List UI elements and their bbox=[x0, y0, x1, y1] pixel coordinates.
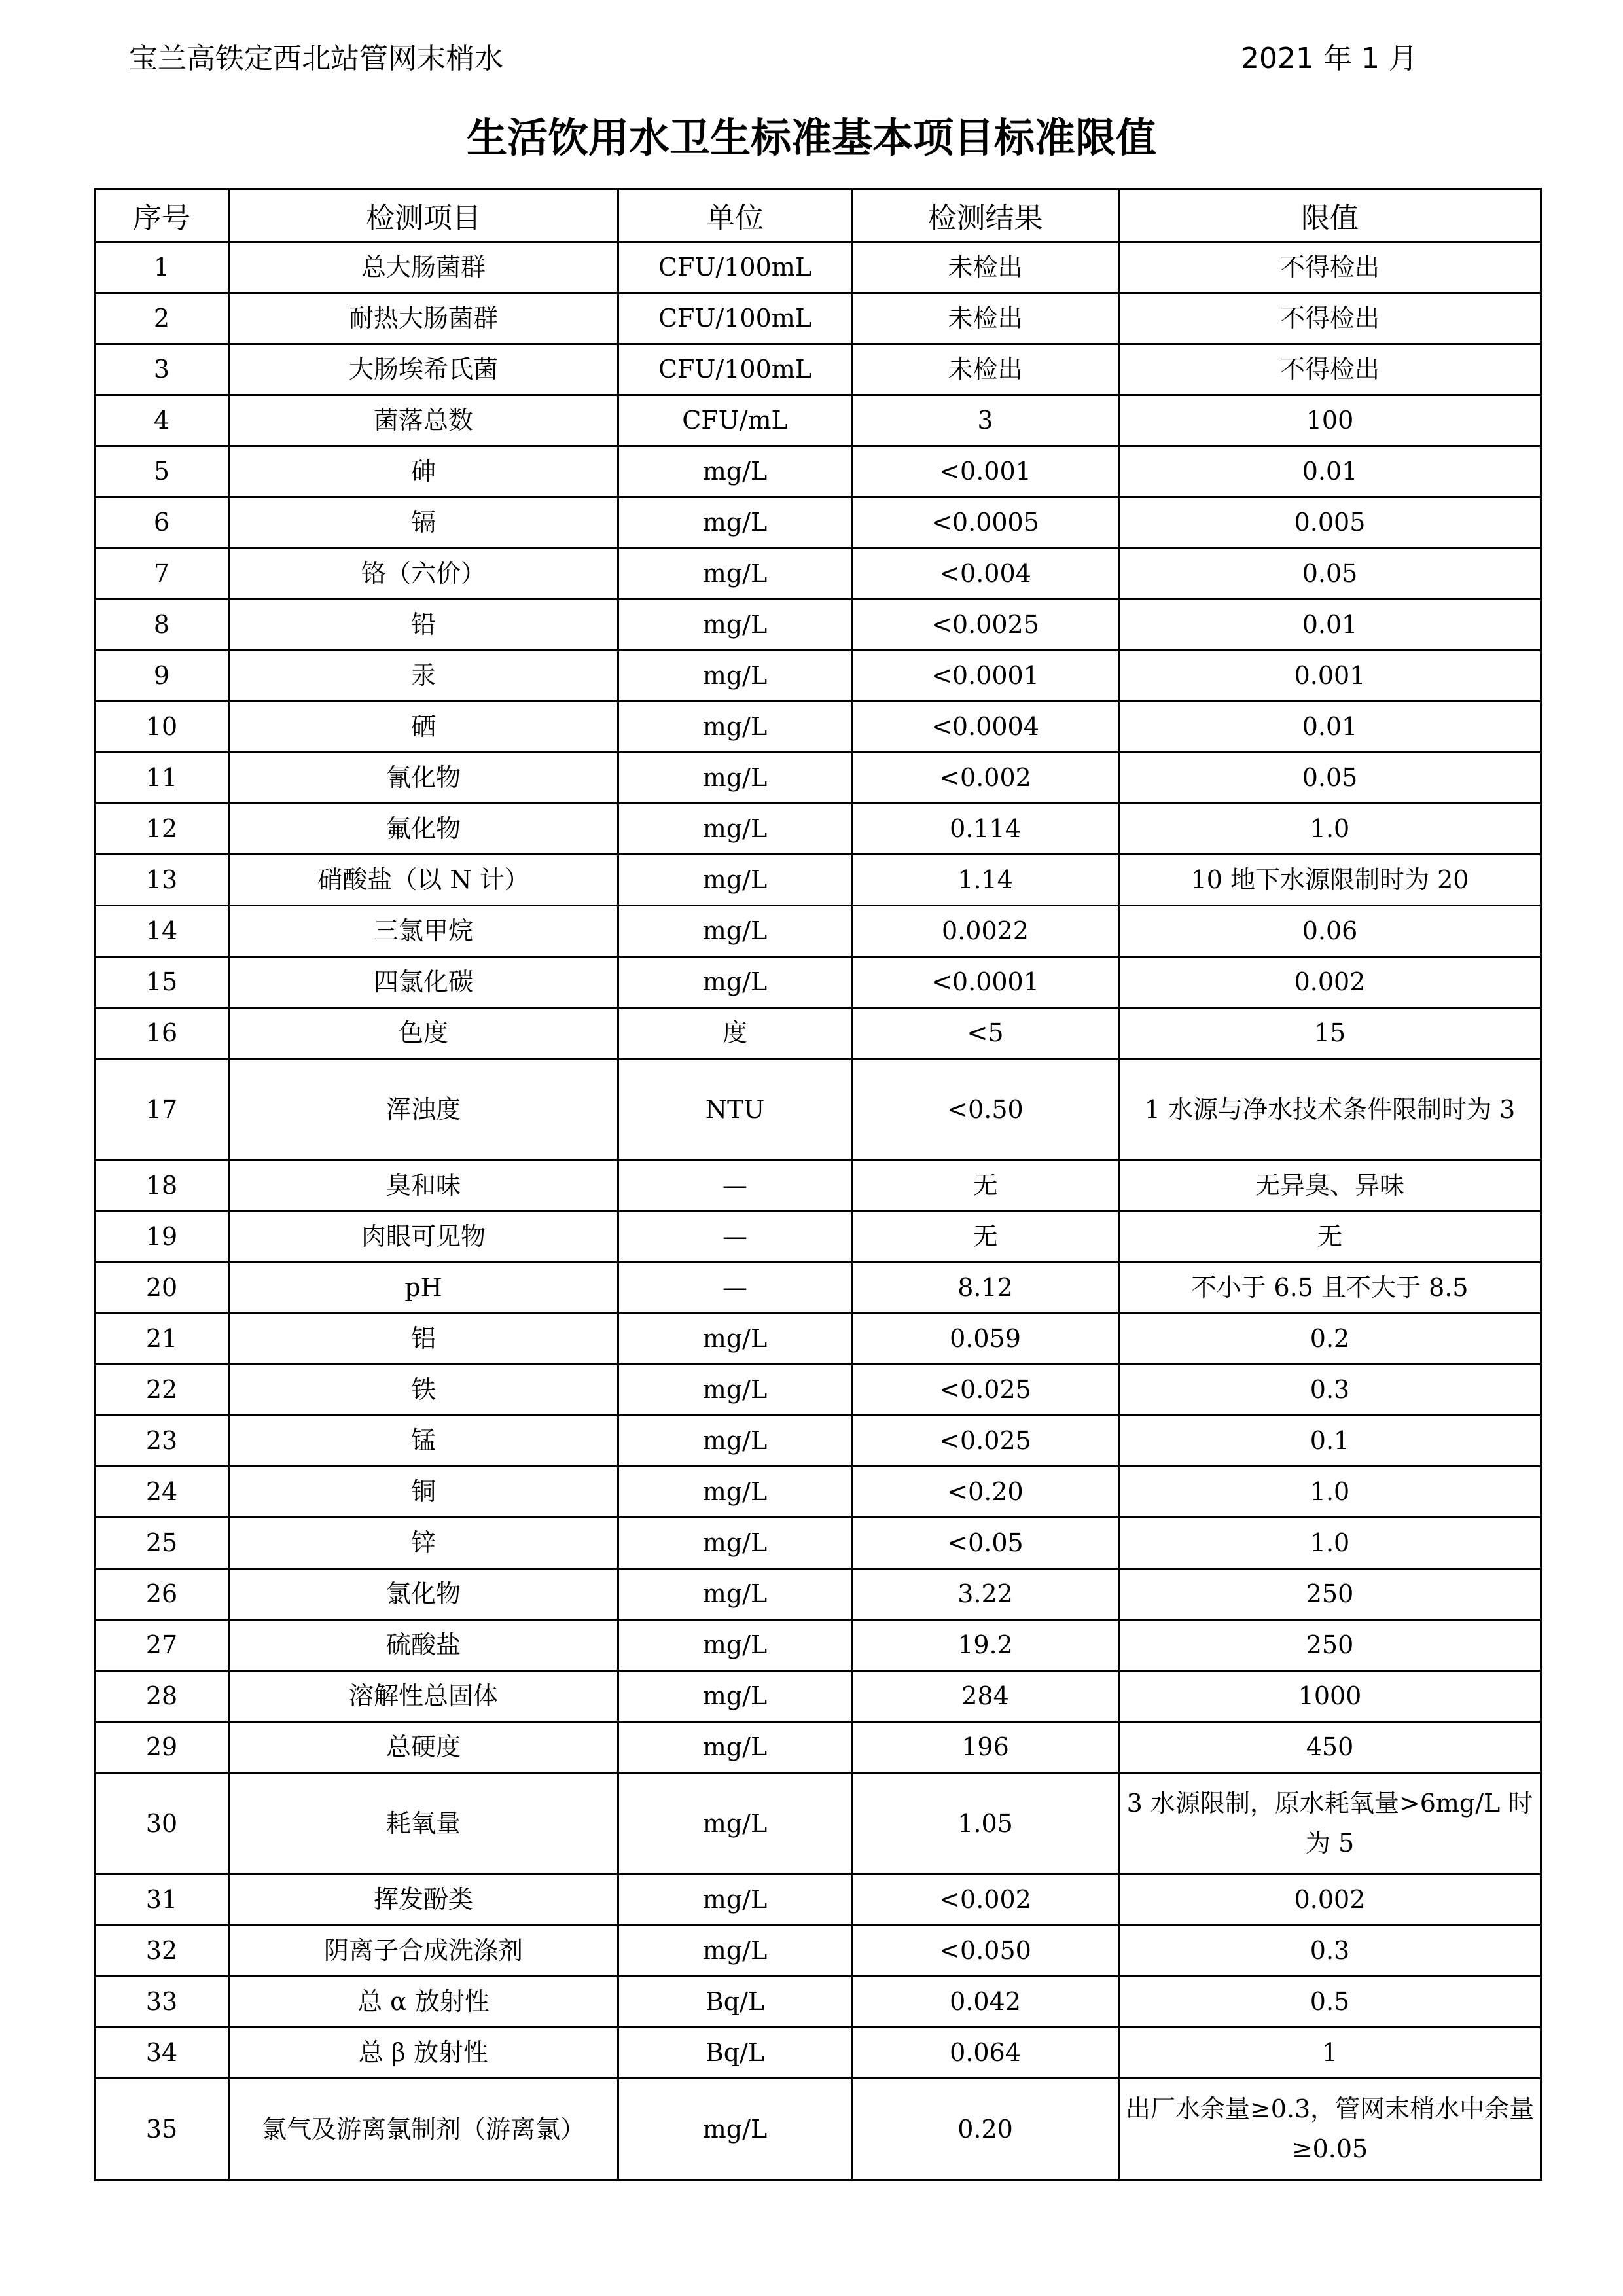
cell-limit: 0.05 bbox=[1119, 548, 1541, 600]
cell-item: 总 α 放射性 bbox=[229, 1977, 618, 2028]
cell-no: 33 bbox=[95, 1977, 229, 2028]
cell-no: 9 bbox=[95, 651, 229, 702]
cell-unit: mg/L bbox=[618, 651, 852, 702]
cell-item: 挥发酚类 bbox=[229, 1874, 618, 1926]
cell-unit: mg/L bbox=[618, 906, 852, 957]
cell-unit: — bbox=[618, 1160, 852, 1211]
cell-no: 10 bbox=[95, 702, 229, 753]
cell-limit: 15 bbox=[1119, 1008, 1541, 1059]
cell-limit: 不得检出 bbox=[1119, 344, 1541, 395]
cell-limit: 无 bbox=[1119, 1211, 1541, 1263]
cell-item: 总硬度 bbox=[229, 1722, 618, 1773]
table-row bbox=[95, 906, 1541, 957]
cell-limit: 250 bbox=[1119, 1620, 1541, 1671]
cell-item: 三氯甲烷 bbox=[229, 906, 618, 957]
cell-unit: mg/L bbox=[618, 497, 852, 548]
cell-limit: 0.002 bbox=[1119, 1874, 1541, 1926]
report-date: 2021 年 1 月 bbox=[1241, 42, 1418, 75]
cell-no: 13 bbox=[95, 855, 229, 906]
cell-result: <0.0001 bbox=[852, 957, 1119, 1008]
cell-limit: 1000 bbox=[1119, 1671, 1541, 1722]
cell-result: <5 bbox=[852, 1008, 1119, 1059]
table-row bbox=[95, 395, 1541, 446]
cell-result: <0.0004 bbox=[852, 702, 1119, 753]
cell-item: 总大肠菌群 bbox=[229, 242, 618, 293]
cell-item: pH bbox=[229, 1263, 618, 1314]
cell-no: 11 bbox=[95, 753, 229, 804]
table-row bbox=[95, 600, 1541, 651]
cell-unit: mg/L bbox=[618, 753, 852, 804]
cell-limit: 0.01 bbox=[1119, 600, 1541, 651]
cell-unit: mg/L bbox=[618, 702, 852, 753]
cell-item: 耐热大肠菌群 bbox=[229, 293, 618, 344]
table-row bbox=[95, 1773, 1541, 1874]
table-row bbox=[95, 1518, 1541, 1569]
cell-limit: 10 地下水源限制时为 20 bbox=[1119, 855, 1541, 906]
cell-unit: CFU/mL bbox=[618, 395, 852, 446]
cell-item: 溶解性总固体 bbox=[229, 1671, 618, 1722]
cell-limit: 1.0 bbox=[1119, 1467, 1541, 1518]
cell-limit: 不得检出 bbox=[1119, 293, 1541, 344]
cell-no: 1 bbox=[95, 242, 229, 293]
cell-unit: mg/L bbox=[618, 1518, 852, 1569]
cell-no: 29 bbox=[95, 1722, 229, 1773]
standards-table bbox=[94, 188, 1542, 2181]
cell-item: 臭和味 bbox=[229, 1160, 618, 1211]
table-row bbox=[95, 344, 1541, 395]
cell-item: 氟化物 bbox=[229, 804, 618, 855]
cell-no: 6 bbox=[95, 497, 229, 548]
cell-result: 0.042 bbox=[852, 1977, 1119, 2028]
cell-item: 硝酸盐（以 N 计） bbox=[229, 855, 618, 906]
table-row bbox=[95, 1722, 1541, 1773]
table-row bbox=[95, 497, 1541, 548]
col-header-item: 检测项目 bbox=[229, 189, 618, 242]
table-row bbox=[95, 1671, 1541, 1722]
cell-limit: 1.0 bbox=[1119, 1518, 1541, 1569]
cell-item: 氯化物 bbox=[229, 1569, 618, 1620]
table-row bbox=[95, 1008, 1541, 1059]
cell-unit: mg/L bbox=[618, 446, 852, 497]
cell-result: <0.002 bbox=[852, 753, 1119, 804]
cell-no: 3 bbox=[95, 344, 229, 395]
cell-no: 4 bbox=[95, 395, 229, 446]
cell-unit: mg/L bbox=[618, 1467, 852, 1518]
cell-item: 氰化物 bbox=[229, 753, 618, 804]
cell-no: 28 bbox=[95, 1671, 229, 1722]
cell-unit: NTU bbox=[618, 1059, 852, 1160]
cell-item: 色度 bbox=[229, 1008, 618, 1059]
cell-limit: 1.0 bbox=[1119, 804, 1541, 855]
cell-unit: mg/L bbox=[618, 804, 852, 855]
cell-unit: mg/L bbox=[618, 2079, 852, 2180]
cell-result: <0.20 bbox=[852, 1467, 1119, 1518]
table-row bbox=[95, 446, 1541, 497]
cell-no: 32 bbox=[95, 1926, 229, 1977]
cell-no: 26 bbox=[95, 1569, 229, 1620]
cell-limit: 0.5 bbox=[1119, 1977, 1541, 2028]
table-row bbox=[95, 1365, 1541, 1416]
cell-no: 7 bbox=[95, 548, 229, 600]
cell-unit: mg/L bbox=[618, 1773, 852, 1874]
cell-result: 1.14 bbox=[852, 855, 1119, 906]
cell-unit: Bq/L bbox=[618, 2028, 852, 2079]
table-row bbox=[95, 1977, 1541, 2028]
cell-item: 总 β 放射性 bbox=[229, 2028, 618, 2079]
cell-item: 铜 bbox=[229, 1467, 618, 1518]
cell-unit: mg/L bbox=[618, 1671, 852, 1722]
cell-item: 镉 bbox=[229, 497, 618, 548]
cell-result: 未检出 bbox=[852, 242, 1119, 293]
cell-unit: — bbox=[618, 1263, 852, 1314]
cell-result: 3 bbox=[852, 395, 1119, 446]
table-row bbox=[95, 651, 1541, 702]
cell-limit: 不小于 6.5 且不大于 8.5 bbox=[1119, 1263, 1541, 1314]
col-header-no: 序号 bbox=[95, 189, 229, 242]
cell-result: <0.05 bbox=[852, 1518, 1119, 1569]
cell-result: <0.025 bbox=[852, 1365, 1119, 1416]
table-header-row bbox=[95, 189, 1541, 242]
table-row bbox=[95, 1211, 1541, 1263]
cell-unit: mg/L bbox=[618, 1569, 852, 1620]
cell-limit: 3 水源限制，原水耗氧量>6mg/L 时为 5 bbox=[1119, 1773, 1541, 1874]
cell-limit: 不得检出 bbox=[1119, 242, 1541, 293]
cell-unit: CFU/100mL bbox=[618, 293, 852, 344]
cell-limit: 0.01 bbox=[1119, 702, 1541, 753]
cell-result: 8.12 bbox=[852, 1263, 1119, 1314]
table-row bbox=[95, 855, 1541, 906]
cell-result: <0.50 bbox=[852, 1059, 1119, 1160]
cell-no: 34 bbox=[95, 2028, 229, 2079]
cell-result: <0.004 bbox=[852, 548, 1119, 600]
cell-limit: 出厂水余量≥0.3，管网末梢水中余量≥0.05 bbox=[1119, 2079, 1541, 2180]
table-row bbox=[95, 1874, 1541, 1926]
cell-limit: 1 bbox=[1119, 2028, 1541, 2079]
table-row bbox=[95, 753, 1541, 804]
table-row bbox=[95, 2079, 1541, 2180]
cell-no: 5 bbox=[95, 446, 229, 497]
cell-unit: — bbox=[618, 1211, 852, 1263]
page-title: 生活饮用水卫生标准基本项目标准限值 bbox=[466, 114, 1156, 162]
cell-limit: 0.3 bbox=[1119, 1926, 1541, 1977]
cell-item: 菌落总数 bbox=[229, 395, 618, 446]
sample-name: 宝兰高铁定西北站管网末梢水 bbox=[129, 42, 503, 75]
table-body bbox=[95, 242, 1541, 2180]
cell-unit: mg/L bbox=[618, 1722, 852, 1773]
table-row bbox=[95, 1416, 1541, 1467]
cell-result: 未检出 bbox=[852, 344, 1119, 395]
cell-result: 284 bbox=[852, 1671, 1119, 1722]
cell-result: <0.002 bbox=[852, 1874, 1119, 1926]
cell-item: 四氯化碳 bbox=[229, 957, 618, 1008]
table-row bbox=[95, 548, 1541, 600]
cell-result: 3.22 bbox=[852, 1569, 1119, 1620]
cell-no: 31 bbox=[95, 1874, 229, 1926]
cell-no: 2 bbox=[95, 293, 229, 344]
cell-no: 16 bbox=[95, 1008, 229, 1059]
cell-limit: 0.01 bbox=[1119, 446, 1541, 497]
cell-unit: mg/L bbox=[618, 1314, 852, 1365]
cell-limit: 100 bbox=[1119, 395, 1541, 446]
table-row bbox=[95, 1467, 1541, 1518]
cell-no: 35 bbox=[95, 2079, 229, 2180]
cell-unit: mg/L bbox=[618, 855, 852, 906]
cell-no: 19 bbox=[95, 1211, 229, 1263]
cell-item: 肉眼可见物 bbox=[229, 1211, 618, 1263]
cell-item: 铬（六价） bbox=[229, 548, 618, 600]
cell-result: 0.059 bbox=[852, 1314, 1119, 1365]
table-row bbox=[95, 1620, 1541, 1671]
cell-item: 硒 bbox=[229, 702, 618, 753]
cell-result: <0.050 bbox=[852, 1926, 1119, 1977]
cell-unit: mg/L bbox=[618, 1365, 852, 1416]
cell-item: 锰 bbox=[229, 1416, 618, 1467]
table-row bbox=[95, 1926, 1541, 1977]
cell-item: 浑浊度 bbox=[229, 1059, 618, 1160]
cell-no: 14 bbox=[95, 906, 229, 957]
table-row bbox=[95, 1059, 1541, 1160]
cell-unit: 度 bbox=[618, 1008, 852, 1059]
cell-item: 耗氧量 bbox=[229, 1773, 618, 1874]
cell-limit: 1 水源与净水技术条件限制时为 3 bbox=[1119, 1059, 1541, 1160]
table-row bbox=[95, 242, 1541, 293]
cell-result: 0.064 bbox=[852, 2028, 1119, 2079]
table-row bbox=[95, 1569, 1541, 1620]
table-row bbox=[95, 804, 1541, 855]
table-row bbox=[95, 2028, 1541, 2079]
cell-limit: 无异臭、异味 bbox=[1119, 1160, 1541, 1211]
cell-result: <0.025 bbox=[852, 1416, 1119, 1467]
cell-result: 196 bbox=[852, 1722, 1119, 1773]
table-row bbox=[95, 293, 1541, 344]
cell-unit: mg/L bbox=[618, 1416, 852, 1467]
cell-item: 大肠埃希氏菌 bbox=[229, 344, 618, 395]
cell-unit: mg/L bbox=[618, 1874, 852, 1926]
cell-no: 22 bbox=[95, 1365, 229, 1416]
col-header-unit: 单位 bbox=[618, 189, 852, 242]
cell-unit: mg/L bbox=[618, 1926, 852, 1977]
cell-no: 30 bbox=[95, 1773, 229, 1874]
cell-result: 0.114 bbox=[852, 804, 1119, 855]
cell-no: 25 bbox=[95, 1518, 229, 1569]
cell-limit: 0.005 bbox=[1119, 497, 1541, 548]
cell-no: 21 bbox=[95, 1314, 229, 1365]
cell-item: 铅 bbox=[229, 600, 618, 651]
cell-unit: mg/L bbox=[618, 1620, 852, 1671]
cell-limit: 0.001 bbox=[1119, 651, 1541, 702]
cell-no: 27 bbox=[95, 1620, 229, 1671]
cell-no: 23 bbox=[95, 1416, 229, 1467]
cell-limit: 0.1 bbox=[1119, 1416, 1541, 1467]
cell-limit: 450 bbox=[1119, 1722, 1541, 1773]
cell-item: 汞 bbox=[229, 651, 618, 702]
cell-result: 无 bbox=[852, 1211, 1119, 1263]
cell-result: 无 bbox=[852, 1160, 1119, 1211]
col-header-limit: 限值 bbox=[1119, 189, 1541, 242]
cell-result: <0.0001 bbox=[852, 651, 1119, 702]
cell-limit: 0.06 bbox=[1119, 906, 1541, 957]
cell-item: 氯气及游离氯制剂（游离氯） bbox=[229, 2079, 618, 2180]
cell-result: 未检出 bbox=[852, 293, 1119, 344]
table-row bbox=[95, 702, 1541, 753]
cell-item: 硫酸盐 bbox=[229, 1620, 618, 1671]
cell-item: 铁 bbox=[229, 1365, 618, 1416]
cell-no: 18 bbox=[95, 1160, 229, 1211]
cell-result: 19.2 bbox=[852, 1620, 1119, 1671]
cell-result: <0.0005 bbox=[852, 497, 1119, 548]
cell-limit: 0.002 bbox=[1119, 957, 1541, 1008]
table-row bbox=[95, 1314, 1541, 1365]
cell-unit: mg/L bbox=[618, 600, 852, 651]
table-row bbox=[95, 1160, 1541, 1211]
table-row bbox=[95, 1263, 1541, 1314]
cell-no: 17 bbox=[95, 1059, 229, 1160]
cell-no: 8 bbox=[95, 600, 229, 651]
cell-unit: Bq/L bbox=[618, 1977, 852, 2028]
cell-item: 铝 bbox=[229, 1314, 618, 1365]
cell-result: <0.001 bbox=[852, 446, 1119, 497]
cell-limit: 0.05 bbox=[1119, 753, 1541, 804]
table-row bbox=[95, 957, 1541, 1008]
cell-result: 0.20 bbox=[852, 2079, 1119, 2180]
cell-no: 20 bbox=[95, 1263, 229, 1314]
cell-no: 24 bbox=[95, 1467, 229, 1518]
cell-limit: 0.3 bbox=[1119, 1365, 1541, 1416]
cell-no: 15 bbox=[95, 957, 229, 1008]
cell-limit: 0.2 bbox=[1119, 1314, 1541, 1365]
cell-unit: mg/L bbox=[618, 957, 852, 1008]
cell-result: 0.0022 bbox=[852, 906, 1119, 957]
cell-item: 锌 bbox=[229, 1518, 618, 1569]
col-header-result: 检测结果 bbox=[852, 189, 1119, 242]
cell-no: 12 bbox=[95, 804, 229, 855]
cell-unit: CFU/100mL bbox=[618, 242, 852, 293]
cell-result: <0.0025 bbox=[852, 600, 1119, 651]
cell-item: 砷 bbox=[229, 446, 618, 497]
cell-result: 1.05 bbox=[852, 1773, 1119, 1874]
cell-limit: 250 bbox=[1119, 1569, 1541, 1620]
cell-unit: mg/L bbox=[618, 548, 852, 600]
cell-unit: CFU/100mL bbox=[618, 344, 852, 395]
cell-item: 阴离子合成洗涤剂 bbox=[229, 1926, 618, 1977]
